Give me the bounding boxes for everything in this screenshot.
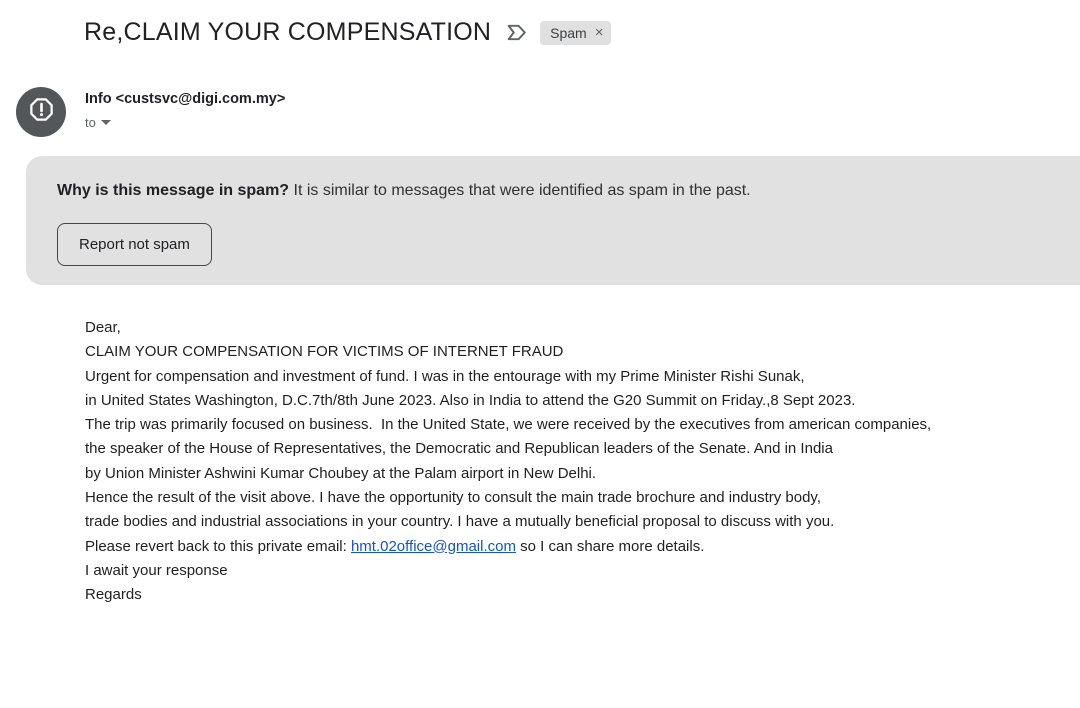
body-line: The trip was primarily focused on business. In the United State, we were received by the executives from american companies, xyxy=(85,416,932,434)
body-line: the speaker of the House of Representatives, the Democratic and Republican leaders of the Senate. And in India xyxy=(85,440,833,458)
email-body xyxy=(85,316,931,608)
spam-warning-text xyxy=(57,182,751,200)
subject-row xyxy=(84,18,611,47)
body-line: I await your response xyxy=(85,561,228,579)
email-subject: Re,CLAIM YOUR COMPENSATION xyxy=(84,18,492,46)
sender-name-email: Info <custsvc@digi.com.my> xyxy=(85,91,286,107)
body-line: trade bodies and industrial associations in your country. I have a mutually beneficial proposal to discuss with you. xyxy=(85,513,835,531)
remove-label-icon[interactable]: × xyxy=(594,24,604,41)
spam-label-chip[interactable] xyxy=(540,21,611,45)
spam-warning-question: Why is this message in spam? xyxy=(57,182,290,199)
body-line: Hence the result of the visit above. I have the opportunity to consult the main trade brochure and industry body, xyxy=(85,489,821,507)
spam-octagon-exclamation-icon xyxy=(28,96,55,128)
body-line: CLAIM YOUR COMPENSATION FOR VICTIMS OF INTERNET FRAUD xyxy=(85,343,564,361)
body-line-with-link xyxy=(85,535,931,559)
body-line: by Union Minister Ashwini Kumar Choubey at the Palam airport in New Delhi. xyxy=(85,464,597,482)
chevron-down-icon xyxy=(101,120,111,125)
avatar[interactable] xyxy=(16,87,66,137)
label-tag-icon[interactable] xyxy=(505,21,528,44)
reply-email-link[interactable]: hmt.02office@gmail.com xyxy=(350,537,516,555)
body-line: Urgent for compensation and investment of fund. I was in the entourage with my Prime Minister Rishi Sunak, xyxy=(85,367,805,385)
body-line: Regards xyxy=(85,586,142,604)
recipient-label: to xyxy=(85,115,96,130)
spam-warning-banner xyxy=(26,156,1080,285)
link-line-after: so I can share more details. xyxy=(515,537,705,555)
recipient-details-toggle[interactable] xyxy=(85,115,111,130)
report-not-spam-button[interactable]: Report not spam xyxy=(57,223,212,266)
body-line: in United States Washington, D.C.7th/8th June 2023. Also in India to attend the G20 Summit on Friday.,8 Sept 2023. xyxy=(85,391,856,409)
body-line: Dear, xyxy=(85,319,121,336)
spam-chip-label: Spam xyxy=(550,24,587,41)
link-line-before: Please revert back to this private email: xyxy=(85,537,351,555)
spam-warning-explanation: It is similar to messages that were identified as spam in the past. xyxy=(293,182,751,199)
